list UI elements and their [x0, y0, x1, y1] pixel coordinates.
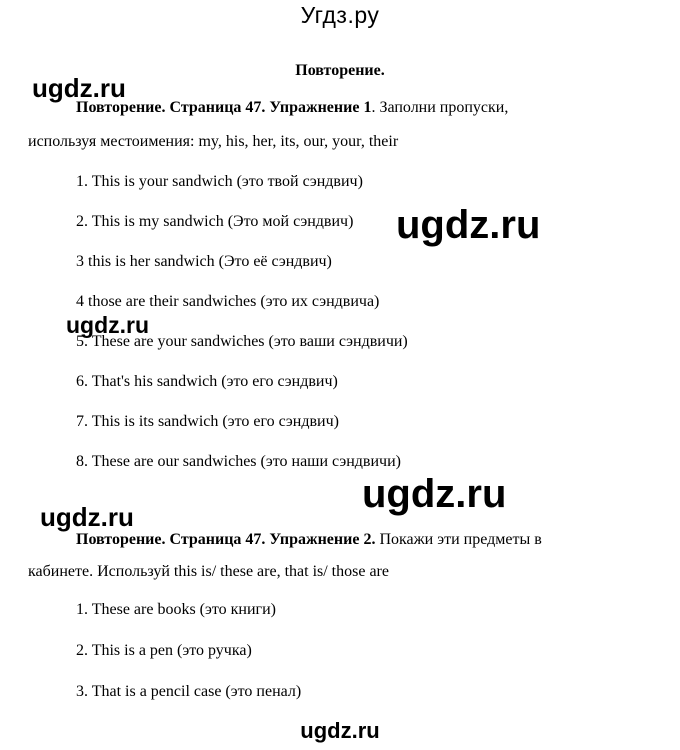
- exercise1-task-line2: используя местоимения: my, his, her, its, our, your, their: [28, 133, 399, 150]
- watermark-logo: ugdz.ru: [40, 502, 134, 532]
- exercise2-answer-1: 1. These are books (это книги): [76, 601, 276, 618]
- watermark-logo: ugdz.ru: [32, 73, 126, 103]
- exercise1-answer-5: 5. These are your sandwiches (это ваши сэндвичи): [76, 333, 408, 350]
- watermark-logo: ugdz.ru: [362, 472, 507, 516]
- exercise2-task-line1: [76, 530, 542, 550]
- exercise1-answer-1: 1. This is your sandwich (это твой сэндвич): [76, 173, 363, 190]
- exercise2-heading: Повторение. Страница 47. Упражнение 2.: [76, 531, 376, 548]
- exercise1-answer-8: 8. These are our sandwiches (это наши сэндвичи): [76, 453, 401, 470]
- exercise2-answer-3: 3. That is a pencil case (это пенал): [76, 683, 302, 700]
- exercise1-answer-3: 3 this is her sandwich (Это её сэндвич): [76, 253, 332, 270]
- watermark-logo: ugdz.ru: [66, 312, 150, 338]
- exercise1-task-line1: [76, 98, 508, 118]
- exercise1-answer-7: 7. This is its sandwich (это его сэндвич): [76, 413, 339, 430]
- exercise1-heading: Повторение. Страница 47. Упражнение 1: [76, 99, 372, 116]
- section-title: Повторение.: [295, 62, 385, 79]
- exercise2-task-line2: кабинете. Используй this is/ these are, that is/ those are: [28, 563, 389, 580]
- exercise1-answer-4: 4 those are their sandwiches (это их сэндвича): [76, 293, 380, 310]
- exercise2-answer-2: 2. This is a pen (это ручка): [76, 642, 252, 659]
- watermark-logo: ugdz.ru: [300, 718, 380, 743]
- exercise1-task-text: . Заполни пропуски,: [371, 99, 509, 116]
- exercise1-answer-6: 6. That's his sandwich (это его сэндвич): [76, 373, 338, 390]
- site-title: Угдз.ру: [300, 2, 380, 28]
- watermark-logo: ugdz.ru: [396, 203, 541, 247]
- exercise1-answer-2: 2. This is my sandwich (Это мой сэндвич): [76, 213, 354, 230]
- exercise2-task-text: Покажи эти предметы в: [375, 531, 542, 548]
